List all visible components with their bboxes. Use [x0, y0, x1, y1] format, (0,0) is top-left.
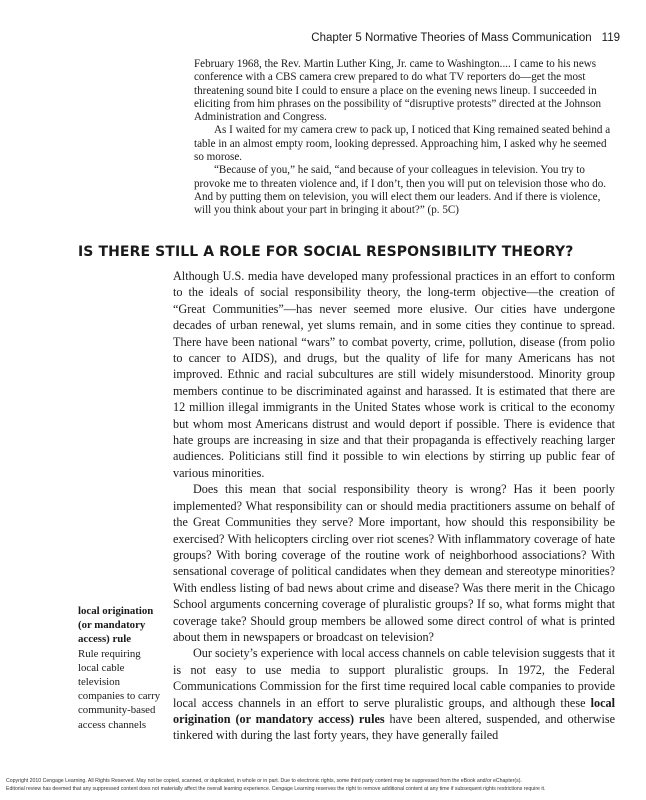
block-quote: [194, 58, 614, 218]
body-text: [173, 268, 615, 744]
copyright-footer: [6, 777, 640, 793]
paragraph-text: have been altered, suspended, and otherwise tinkered with during the last forty years, they have generally failed: [173, 711, 615, 743]
quote-paragraph: February 1968, the Rev. Martin Luther King, Jr. came to Washington.... I came to his news conference with a CBS camera crew prepared to do what TV reporters do—get the most threatening sound bite I could to ensure a place on the evening news lineup. I succeeded in eliciting from him phrases on the possibility of “disruptive protests” directed at the Johnson Administration and Congress.: [194, 58, 602, 124]
quote-paragraph: “Because of you,” he said, “and because of your colleagues in television. You try to provoke me to threaten violence and, if I don’t, then you will put on television those who do. And by putting them on television, you will elect them our leaders. And if there is violence, will you think about your part in bringing it about?” (p. 5C): [194, 164, 607, 217]
glossary-definition: Rule requiring local cable television companies to carry community-based access channels: [78, 647, 161, 731]
running-header: [300, 32, 620, 44]
copyright-line: Copyright 2010 Cengage Learning. All Rights Reserved. May not be copied, scanned, or duplicated, in whole or in part. Due to electronic rights, some third party content may be suppressed from the eBook and/or eChapter(s).: [6, 778, 522, 784]
key-term: local origination (or mandatory access) rules: [173, 695, 615, 726]
section-heading: IS THERE STILL A ROLE FOR SOCIAL RESPONSIBILITY THEORY?: [78, 244, 574, 260]
quote-paragraph: As I waited for my camera crew to pack up, I noticed that King remained seated behind a table in an almost empty room, looking depressed. Approaching him, I asked why he seemed so morose.: [194, 124, 611, 164]
paragraph-text: Our society’s experience with local access channels on cable television suggests that it is not easy to use media to support pluralistic groups. In 1972, the Federal Communications Commission for the first time required local cable companies to provide local access channels in an effort to serve pluralistic groups, and although these: [173, 646, 615, 710]
body-paragraph: Does this mean that social responsibility theory is wrong? Has it been poorly implemented? What responsibility can or should media practitioners assume on behalf of the Great Communities they serve? More important, how should this responsibility be exercised? With helicopters circling over riot scenes? With inflammatory coverage of hate groups? With boring coverage of the routine work of neighborhood associations? With sensational coverage of political candidates when they demean and stereotype minorities? With endless listing of bad news about crime and disease? Was there merit in the Chicago School arguments concerning coverage of pluralistic groups? If so, what forms might that coverage take? Should group members be allowed some direct control of what is printed about them in newspapers or broadcast on television?: [173, 482, 615, 644]
glossary-term: local origination (or mandatory access) rule: [78, 605, 154, 646]
body-paragraph: [173, 645, 615, 743]
chapter-title: Chapter 5 Normative Theories of Mass Communication: [311, 32, 592, 44]
copyright-line: Editorial review has deemed that any suppressed content does not materially affect the overall learning experience. Cengage Learning reserves the right to remove additional content at any time if subsequent rights restrictions require it.: [6, 786, 546, 792]
body-paragraph: Although U.S. media have developed many professional practices in an effort to conform to the ideals of social responsibility theory, the long-term objective—the creation of “Great Communities”—has never seemed more elusive. Our cities have undergone decades of urban renewal, yet slums remain, and in some cities they continue to spread. There have been national “wars” to combat poverty, crime, pollution, disease (from polio to cancer to AIDS), and drugs, but the quality of life for many Americans has not improved. Ethnic and racial subcultures are still widely misunderstood. Minority group members continue to be discriminated against and harassed. It is estimated that there are 12 million illegal immigrants in the United States whose work is critical to the economy but whom most Americans distrust and would deport if possible. There is evidence that hate groups are increasing in size and that their propaganda is effectively reaching larger audiences. Politicians still find it possible to win elections by stirring up public fear of various minorities.: [173, 269, 615, 480]
page-number: 119: [601, 32, 620, 44]
margin-glossary-note: [78, 604, 162, 732]
